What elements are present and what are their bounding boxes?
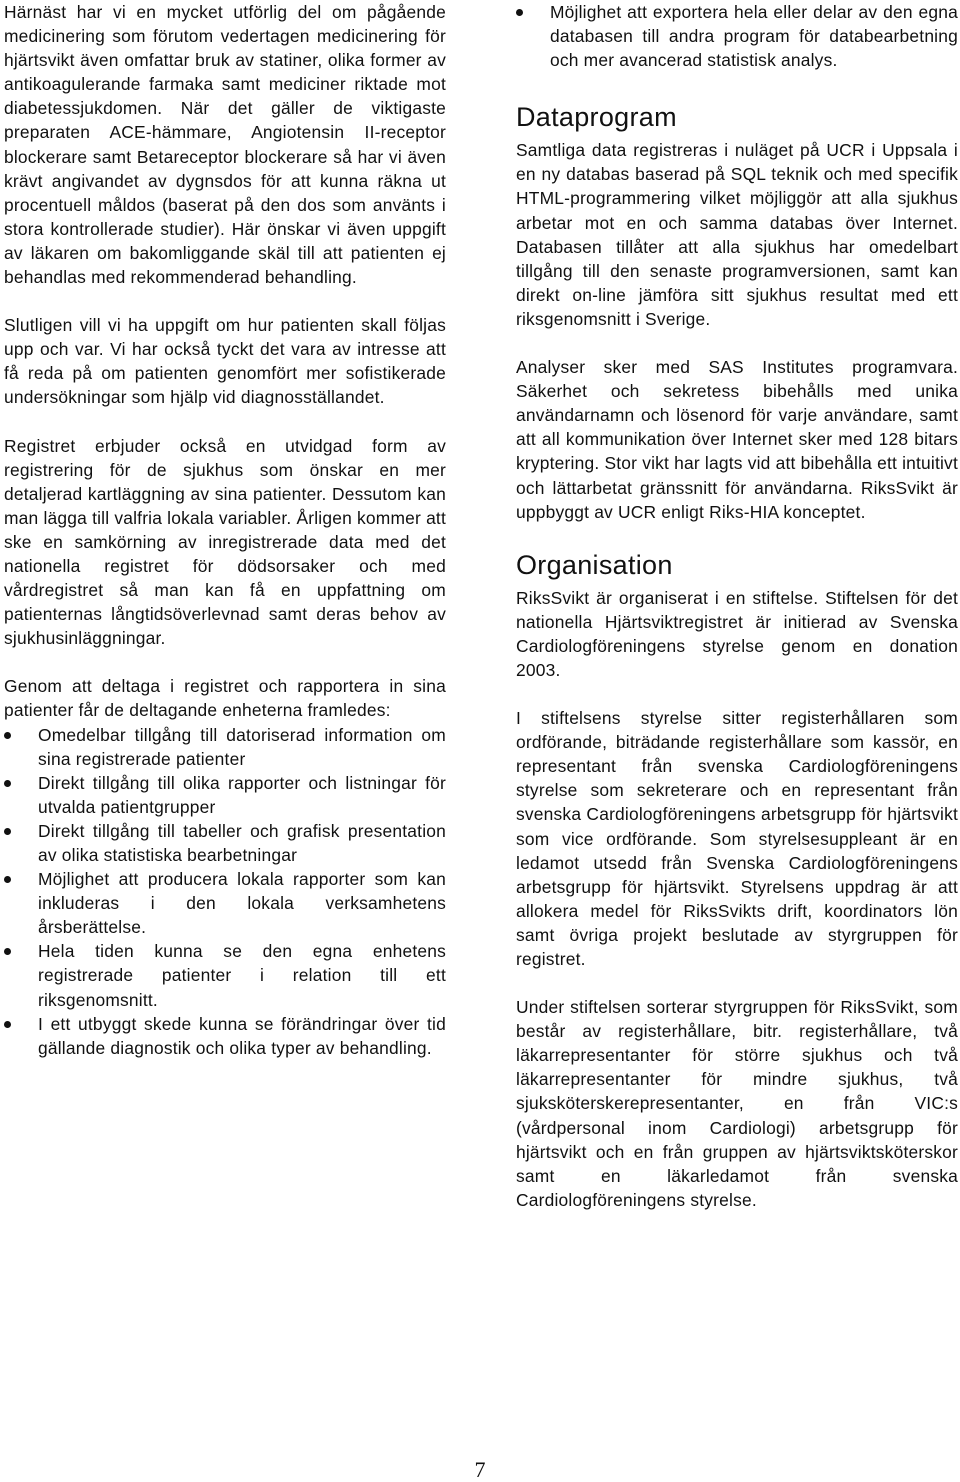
- bullet-icon: [4, 876, 11, 883]
- left-column: [4, 0, 446, 1060]
- bullet-icon: [516, 9, 523, 16]
- paragraph-steering-group: Under stiftelsen sorterar styrgruppen för RiksSvikt, som består av registerhållare, bitr. registerhållare, två läkarrepresentanter för större sjukhus och två läkarrepresentanter för mindre sjukhus, två sjuksköterskerepresentanter, en från VIC:s (vårdpersonal inom Cardiologi) arbetsgrupp för hjärtsvikt och en från gruppen av hjärtsviktsköterskor samt en läkarledamot från svenska Cardiologföreningens styrelse.: [516, 997, 958, 1210]
- paragraph-board: I stiftelsens styrelse sitter registerhållaren som ordförande, biträdande registerhållare som kassör, en representant från svenska Cardiologföreningens styrelse som sekreterare och en representant från svenska Cardiologföreningens arbetsgrupp för hjärtsvikt som vice ordförande. Som styrelsesuppleant är en ledamot utsedd från Svenska Cardiologföreningens arbetsgrupp för hjärtsvikt. Styrelsens uppdrag är att allokera medel för RiksSvikts drift, koordinators lön samt övriga projekt beslutade av styrgruppen för registret.: [516, 708, 958, 969]
- export-list: [516, 0, 958, 72]
- benefits-list: [4, 723, 446, 1060]
- bullet-icon: [4, 1021, 11, 1028]
- bullet-icon: [4, 780, 11, 787]
- list-item: Direkt tillgång till olika rapporter och listningar för utvalda patientgrupper: [4, 771, 446, 819]
- list-item: Omedelbar tillgång till datoriserad information om sina registrerade patienter: [4, 723, 446, 771]
- list-item: Möjlighet att exportera hela eller delar av den egna databasen till andra program för databearbetning och mer avancerad statistisk analys.: [516, 0, 958, 72]
- paragraph-database: Samtliga data registreras i nuläget på UCR i Uppsala i en ny databas baserad på SQL teknik och med specifik HTML-programmering vilket möjliggör att alla sjukhus arbetar mot en och samma databas över Internet. Databasen tillåter att alla sjukhus har omedelbart tillgång till den senaste programversionen, samt kan direkt on-line jämföra sitt sjukhus resultat med ett riksgenomsnitt i Sverige.: [516, 140, 958, 329]
- list-item: Möjlighet att producera lokala rapporter som kan inkluderas i den lokala verksamhetens årsberättelse.: [4, 867, 446, 939]
- paragraph-analysis-security: Analyser sker med SAS Institutes programvara. Säkerhet och sekretess bibehålls med unika användarnamn och lösenord för varje användare, samt att all kommunikation över Internet sker med 128 bitars kryptering. Stor vikt har lagts vid att bibehålla ett intuitivt och lättarbetat gränssnitt för användarna. RiksSvikt är uppbyggt av UCR enligt Riks-HIA konceptet.: [516, 357, 958, 522]
- bullet-icon: [4, 948, 11, 955]
- list-item: Direkt tillgång till tabeller och grafisk presentation av olika statistiska bearbetningar: [4, 819, 446, 867]
- paragraph-follow-up: Slutligen vill vi ha uppgift om hur patienten skall följas upp och var. Vi har också tyckt det vara av intresse att få reda på om patienten genomfört mer sofistikerade undersökningar som hjälp vid diagnosställandet.: [4, 315, 446, 408]
- right-column: [516, 0, 958, 1212]
- list-item: Hela tiden kunna se den egna enhetens registrerade patienter i relation till ett riksgenomsnitt.: [4, 939, 446, 1011]
- bullet-icon: [4, 732, 11, 739]
- paragraph-medication: Härnäst har vi en mycket utförlig del om pågående medicinering som förutom vedertagen medicinering för hjärtsvikt även omfattar bruk av statiner, olika former av antikoagulerande farmaka samt mediciner riktade mot diabetessjukdomen. När det gäller de viktigaste preparaten ACE-hämmare, Angiotensin II-receptor blockerare samt Betareceptor blockerare så har vi även krävt angivandet av dygnsdos för att kunna räkna ut procentuell måldos (baserat på den dos som använts i stora kontrollerade studier). Här önskar vi även uppgift av läkaren om bakomliggande skäl till att patienten ej behandlas med rekommenderad behandling.: [4, 2, 446, 288]
- bullet-icon: [4, 828, 11, 835]
- heading-organisation: Organisation: [516, 549, 673, 580]
- list-item: I ett utbyggt skede kunna se förändringar över tid gällande diagnostik och olika typer av behandling.: [4, 1012, 446, 1060]
- paragraph-benefits-intro: Genom att deltaga i registret och rapportera in sina patienter får de deltagande enheterna framledes:: [4, 676, 446, 721]
- paragraph-extended-registration: Registret erbjuder också en utvidgad form av registrering för de sjukhus som önskar en mer detaljerad kartläggning av sina patienter. Dessutom kan man lägga till valfria lokala variabler. Årligen kommer att ske en samkörning av inregistrerade data med det nationella registret för dödsorsaker och med vårdregistret så man kan få en uppfattning om patienternas långtidsöverlevnad samt deras behov av sjukhusinläggningar.: [4, 435, 446, 649]
- heading-dataprogram: Dataprogram: [516, 102, 677, 133]
- page-number: 7: [474, 1457, 486, 1482]
- paragraph-foundation: RiksSvikt är organiserat i en stiftelse. Stiftelsen för det nationella Hjärtsviktregistret är initierad av Svenska Cardiologföreningens styrelse genom en donation 2003.: [516, 587, 958, 680]
